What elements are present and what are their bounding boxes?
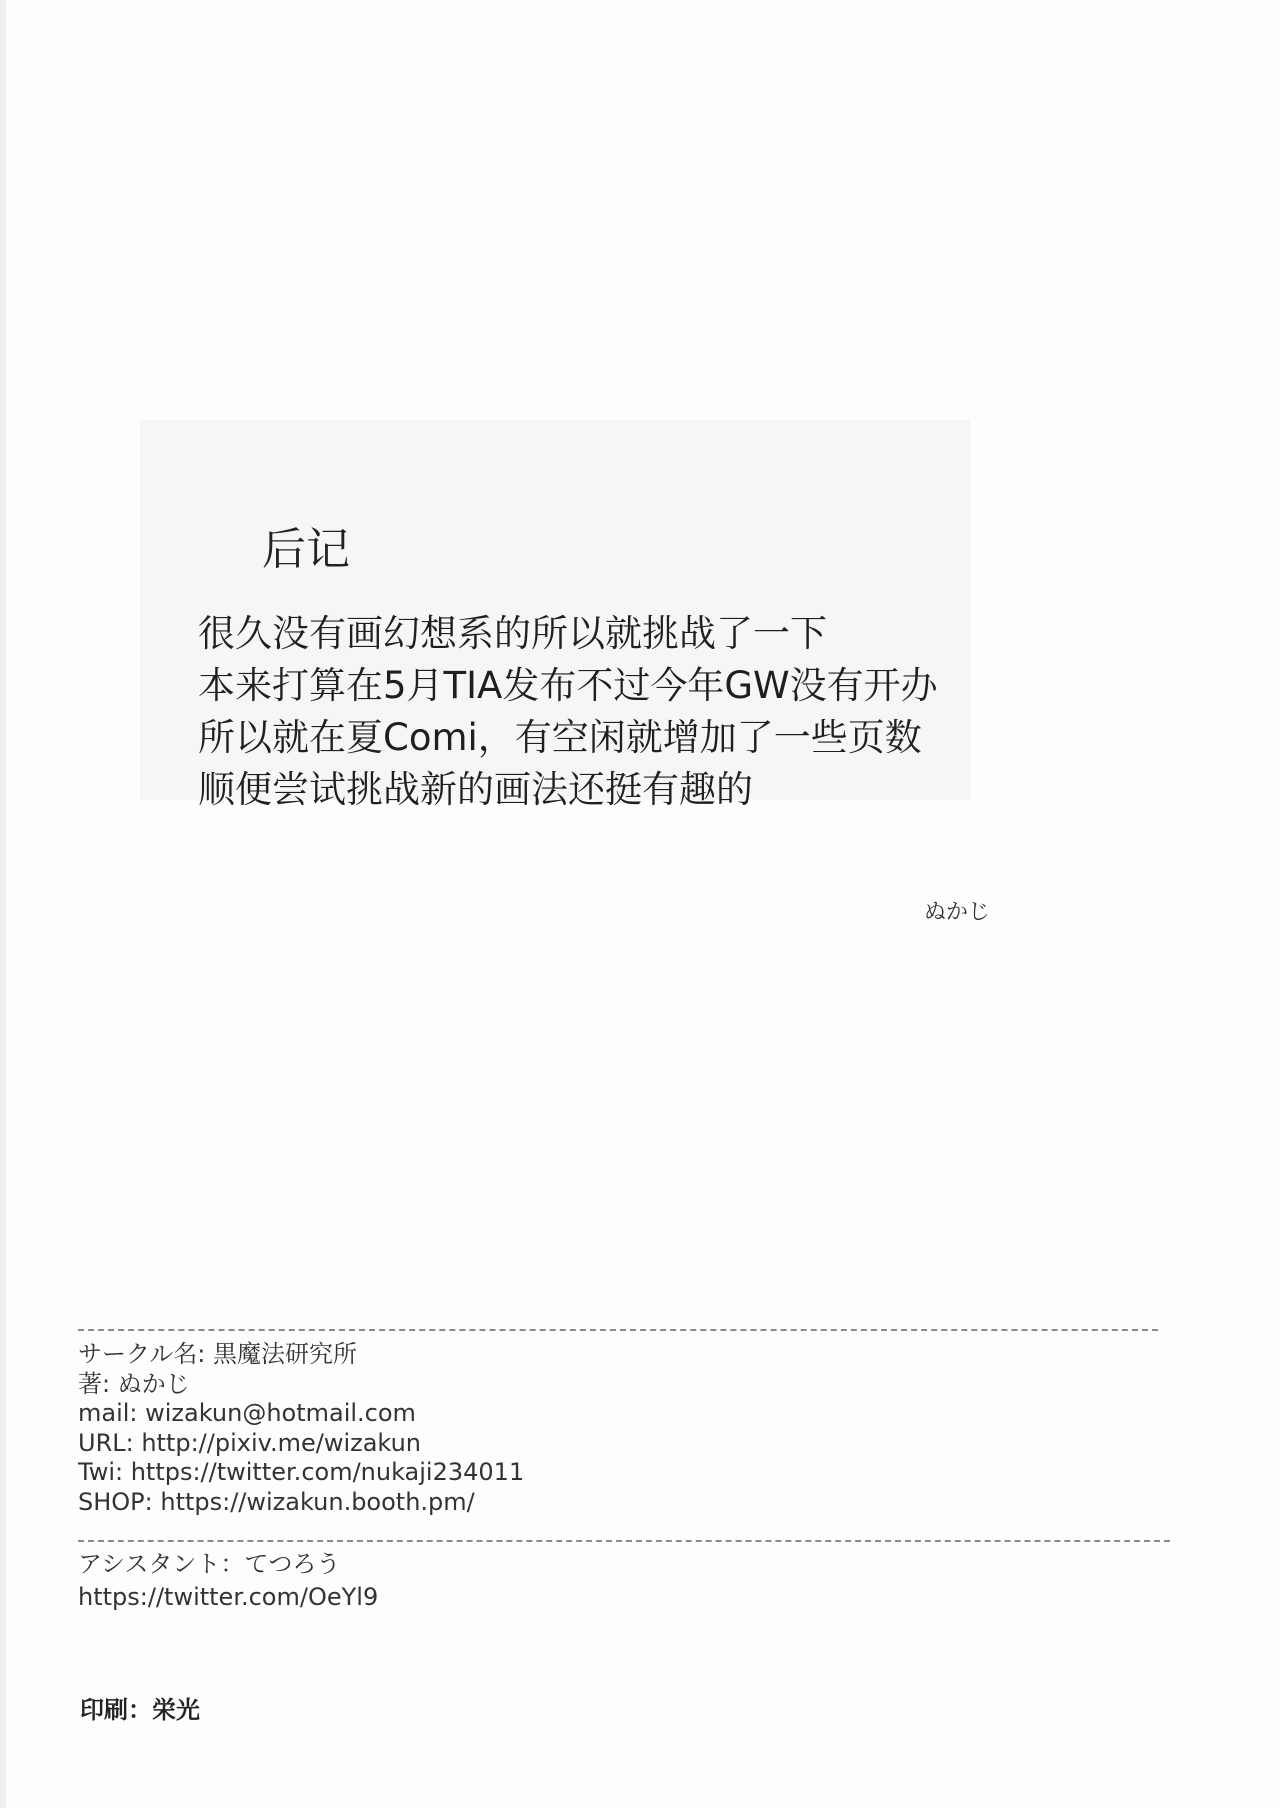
author-name: 著: ぬかじ: [78, 1369, 190, 1398]
dashed-divider-bottom: [78, 1540, 1170, 1542]
circle-name: サークル名: 黒魔法研究所: [78, 1340, 357, 1368]
afterword-line: 本来打算在5月TIA发布不过今年GW没有开办: [198, 664, 938, 707]
author-signature: ぬかじ: [924, 900, 991, 925]
afterword-line: 所以就在夏Comi，有空闲就增加了一些页数: [198, 716, 922, 759]
page-edge: [0, 0, 6, 1808]
assistant-name: アシスタント：てつろう: [78, 1550, 341, 1578]
printer-credit: 印刷：栄光: [80, 1696, 200, 1724]
twitter-url: Twi: https://twitter.com/nukaji234011: [78, 1458, 525, 1486]
assistant-credit: [78, 1548, 378, 1614]
dashed-divider-top: [78, 1329, 1158, 1331]
assistant-url: https://twitter.com/OeYl9: [78, 1583, 379, 1611]
colophon-info: [78, 1340, 524, 1517]
shop-url: SHOP: https://wizakun.booth.pm/: [78, 1487, 475, 1516]
mail-address: mail: wizakun@hotmail.com: [78, 1399, 416, 1427]
pixiv-url: URL: http://pixiv.me/wizakun: [78, 1428, 422, 1457]
afterword-body: [198, 608, 938, 816]
afterword-line: 很久没有画幻想系的所以就挑战了一下: [198, 612, 827, 655]
afterword-title: 后记: [262, 524, 350, 575]
afterword-line: 顺便尝试挑战新的画法还挺有趣的: [198, 768, 753, 811]
